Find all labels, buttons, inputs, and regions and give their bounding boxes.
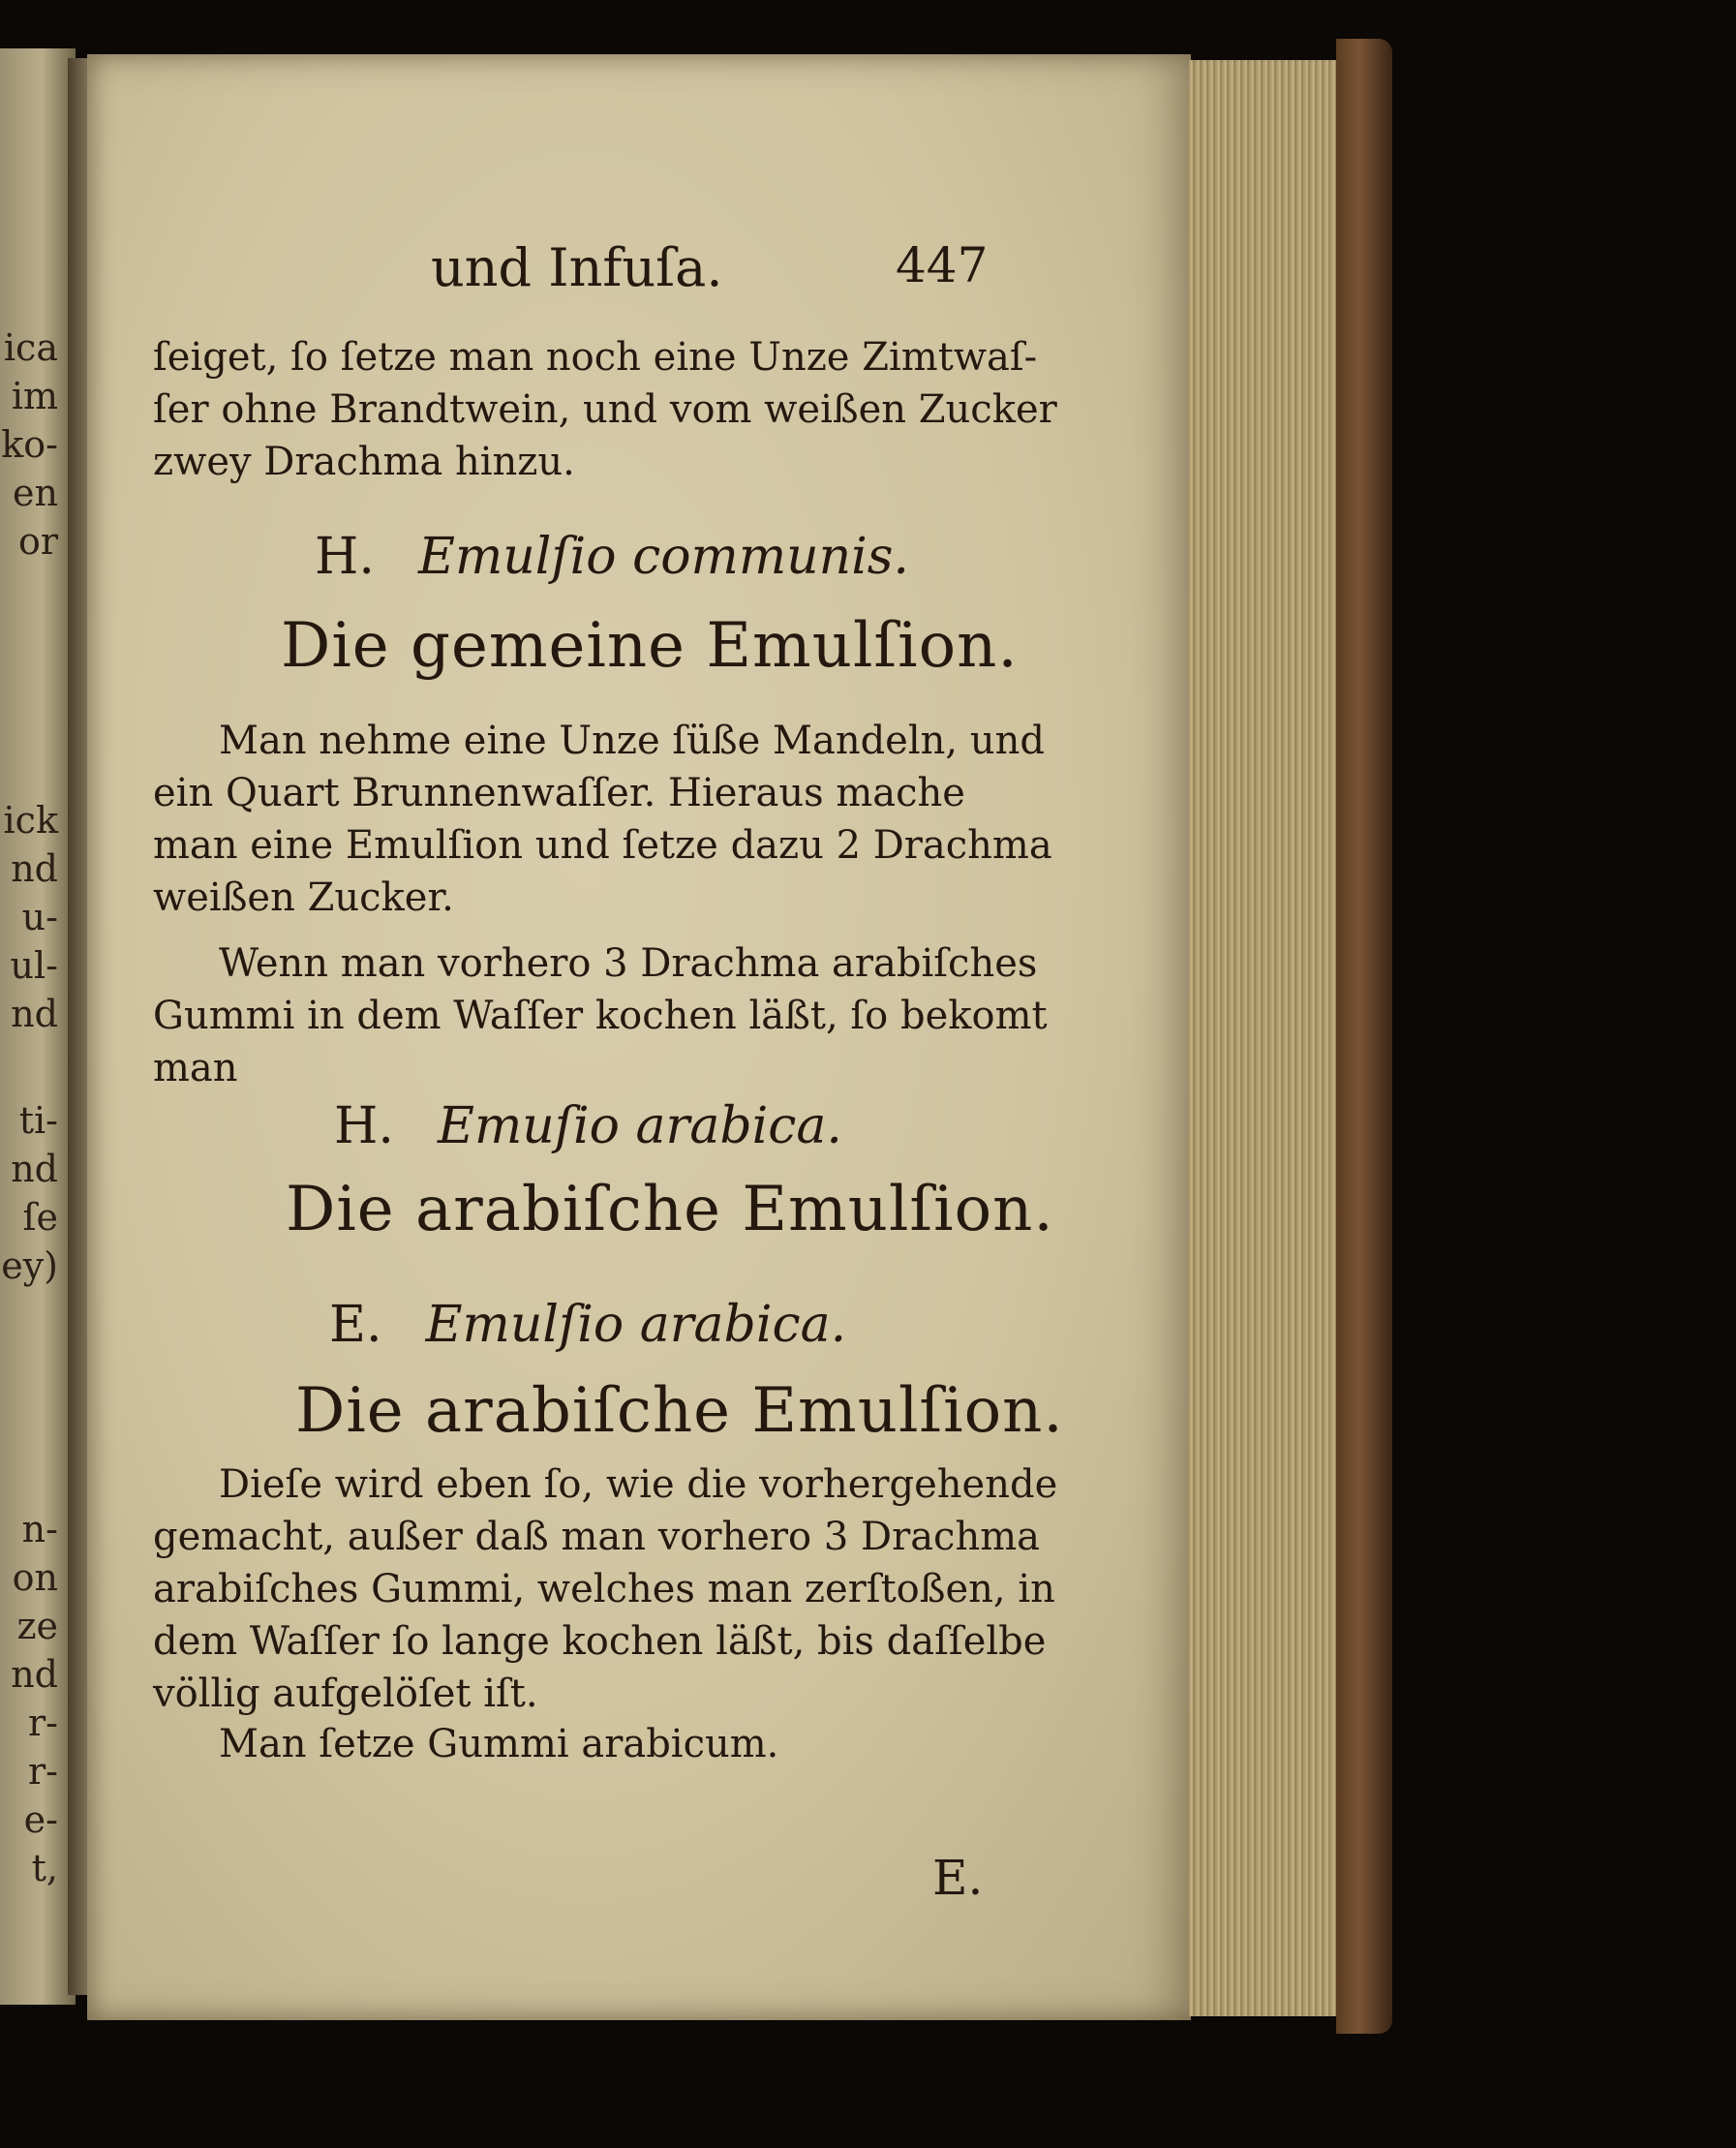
left-fragment: n- <box>21 1508 58 1550</box>
section-german-heading: Die arabiſche Emulſion. <box>295 1375 1064 1447</box>
left-fragment: u- <box>21 896 58 938</box>
page-number: 447 <box>896 237 989 293</box>
text-line: ſeiget, ſo ſetze man noch eine Unze Zimtwaſ- <box>153 335 1038 380</box>
text-line: man eine Emulſion und ſetze dazu 2 Drachma <box>153 823 1052 868</box>
left-fragment: nd <box>11 1148 58 1190</box>
left-fragment: nd <box>11 1653 58 1696</box>
left-fragment: r- <box>27 1750 58 1793</box>
section-german-heading: Die arabiſche Emulſion. <box>286 1174 1054 1245</box>
latin-title: Emuſio arabica. <box>437 1097 842 1155</box>
text-line: ſer ohne Brandtwein, und vom weißen Zucker <box>153 387 1057 432</box>
section-german-heading: Die gemeine Emulſion. <box>281 610 1019 682</box>
paragraph <box>153 715 1052 924</box>
paragraph <box>153 937 1048 1094</box>
text-line: ein Quart Brunnenwaſſer. Hieraus mache <box>153 771 965 815</box>
left-fragment: r- <box>27 1702 58 1744</box>
text-line: zwey Drachma hinzu. <box>153 440 575 484</box>
section-latin-heading <box>329 1296 846 1354</box>
paragraph <box>153 1458 1057 1720</box>
text-line: man <box>153 1046 238 1090</box>
section-letter: E. <box>329 1296 382 1354</box>
paragraph <box>153 331 1057 488</box>
running-title: und Infuſa. <box>431 237 723 298</box>
latin-title: Emulſio arabica. <box>425 1296 847 1354</box>
left-fragment: ica <box>3 326 58 369</box>
text-line: dem Waſſer ſo lange kochen läßt, bis daſſelbe <box>153 1619 1047 1664</box>
text-line: Dieſe wird eben ſo, wie die vorhergehende <box>219 1462 1058 1507</box>
left-fragment: on <box>12 1556 58 1599</box>
book-cover <box>1336 39 1392 2034</box>
left-fragment: ti- <box>18 1099 58 1142</box>
left-fragment: ey) <box>1 1244 58 1287</box>
page-edges <box>1189 60 1344 2016</box>
left-fragment: nd <box>11 847 58 890</box>
left-fragment: ick <box>3 799 58 842</box>
left-fragment: im <box>11 375 58 417</box>
text-line: Wenn man vorhero 3 Drachma arabiſches <box>219 941 1038 986</box>
left-fragment: t, <box>31 1847 58 1889</box>
left-fragment: nd <box>11 993 58 1035</box>
paragraph: Man ſetze Gummi arabicum. <box>219 1722 779 1766</box>
left-fragment: en <box>13 472 58 514</box>
catchword: E. <box>932 1850 984 1906</box>
section-latin-heading <box>334 1097 842 1155</box>
left-fragment: e- <box>23 1798 58 1841</box>
text-line: Man nehme eine Unze ſüße Mandeln, und <box>219 719 1045 763</box>
left-fragment: ſe <box>22 1196 58 1239</box>
text-line: weißen Zucker. <box>153 875 454 920</box>
text-line: gemacht, außer daß man vorhero 3 Drachma <box>153 1515 1040 1559</box>
section-letter: H. <box>315 528 375 586</box>
text-line: arabiſches Gummi, welches man zerſtoßen, in <box>153 1567 1055 1611</box>
latin-title: Emulſio communis. <box>417 528 909 586</box>
left-fragment: or <box>17 520 58 563</box>
text-line: Gummi in dem Waſſer kochen läßt, ſo bekomt <box>153 994 1048 1038</box>
section-latin-heading <box>315 528 909 586</box>
left-fragment: ko- <box>1 423 58 466</box>
left-fragment: ul- <box>10 944 58 987</box>
left-fragment: ze <box>16 1605 58 1647</box>
text-line: völlig aufgelöſet iſt. <box>153 1672 538 1716</box>
section-letter: H. <box>334 1097 394 1155</box>
